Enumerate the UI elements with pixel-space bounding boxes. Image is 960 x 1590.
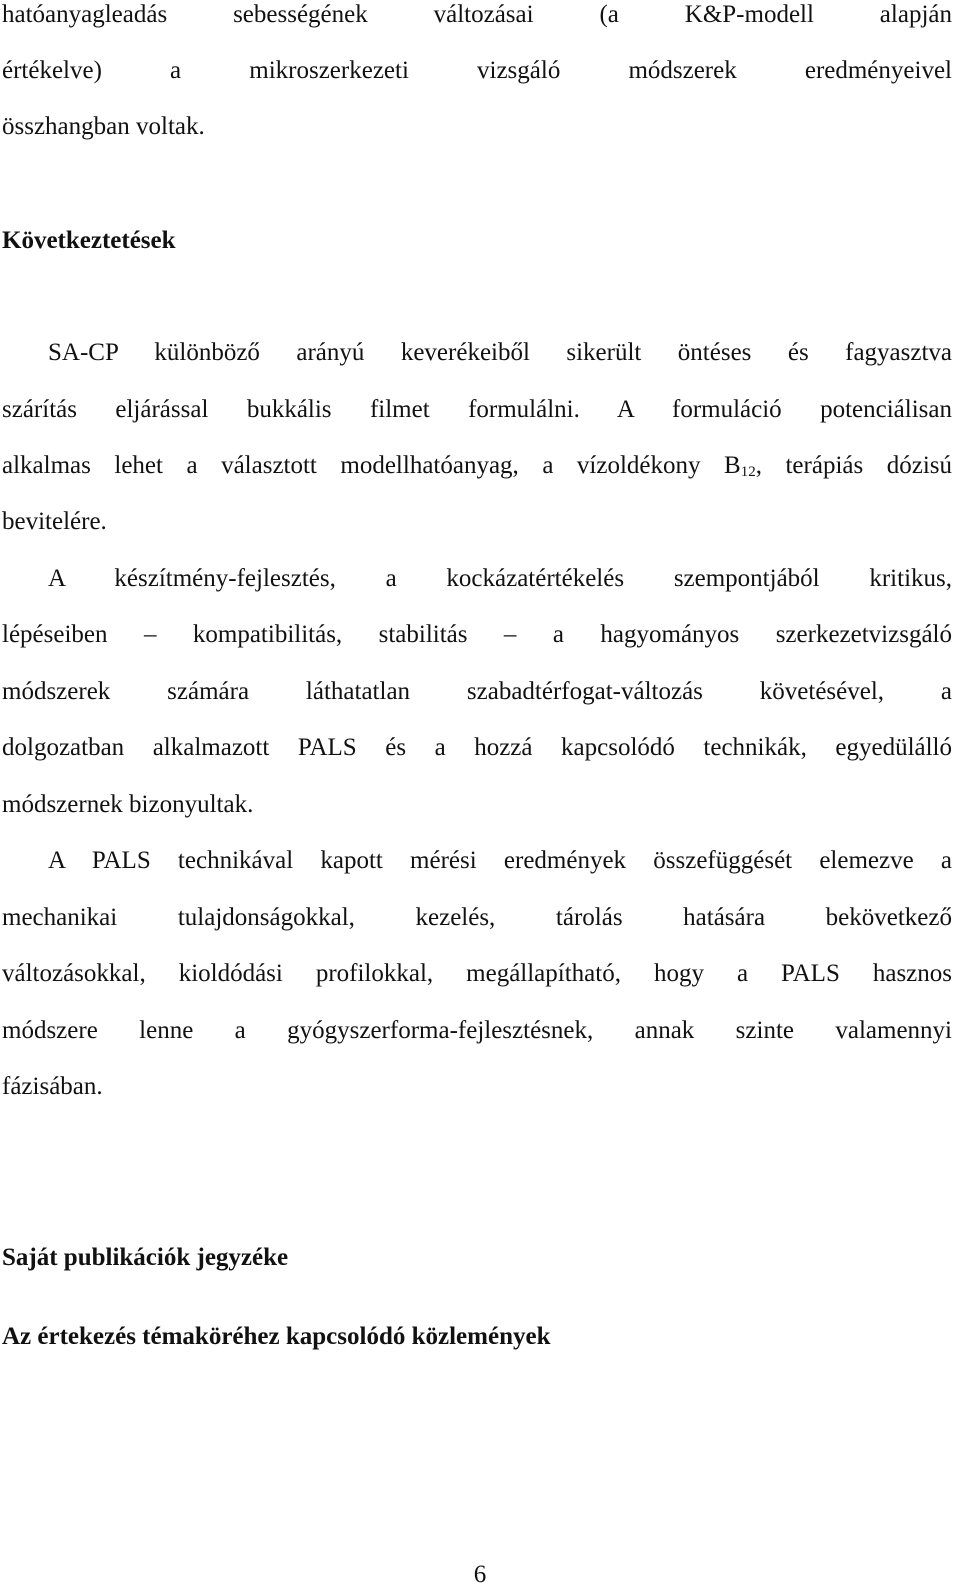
related-publications-heading: Az értekezés témaköréhez kapcsolódó közlemények — [2, 1323, 551, 1350]
para3-line-1: A PALS technikával kapott mérési eredmények összefüggését elemezve a — [48, 847, 952, 874]
intro-line-2: értékelve) a mikroszerkezeti vizsgáló módszerek eredményeivel — [2, 57, 952, 84]
para1-line-3-pre: alkalmas lehet a választott modellhatóanyag, a vízoldékony B — [2, 452, 741, 479]
para2-line-4: dolgozatban alkalmazott PALS és a hozzá kapcsolódó technikák, egyedülálló — [2, 734, 952, 761]
para1-line-1: SA-CP különböző arányú keverékeiből sikerült öntéses és fagyasztva — [48, 339, 952, 366]
intro-line-3: összhangban voltak. — [2, 113, 205, 140]
para2-line-5: módszernek bizonyultak. — [2, 791, 254, 818]
para2-line-1: A készítmény-fejlesztés, a kockázatértékelés szempontjából kritikus, — [48, 565, 952, 592]
para1-line-4: bevitelére. — [2, 508, 107, 535]
conclusions-heading: Következtetések — [2, 227, 176, 254]
publications-heading: Saját publikációk jegyzéke — [2, 1244, 289, 1271]
para3-line-5: fázisában. — [2, 1073, 103, 1100]
page-number: 6 — [473, 1561, 487, 1588]
subscript-12: 12 — [740, 464, 756, 480]
para1-line-3 — [2, 451, 952, 481]
para3-line-3: változásokkal, kioldódási profilokkal, megállapítható, hogy a PALS hasznos — [2, 960, 952, 987]
para1-line-3-post: , terápiás dózisú — [755, 452, 953, 479]
para3-line-4: módszere lenne a gyógyszerforma-fejlesztésnek, annak szinte valamennyi — [2, 1017, 952, 1044]
intro-line-1: hatóanyagleadás sebességének változásai (a K&P-modell alapján — [2, 1, 952, 28]
para2-line-2: lépéseiben – kompatibilitás, stabilitás – a hagyományos szerkezetvizsgáló — [2, 621, 952, 648]
para1-line-2: szárítás eljárással bukkális filmet formulálni. A formuláció potenciálisan — [2, 396, 952, 423]
para2-line-3: módszerek számára láthatatlan szabadtérfogat-változás követésével, a — [2, 678, 952, 705]
para3-line-2: mechanikai tulajdonságokkal, kezelés, tárolás hatására bekövetkező — [2, 904, 952, 931]
